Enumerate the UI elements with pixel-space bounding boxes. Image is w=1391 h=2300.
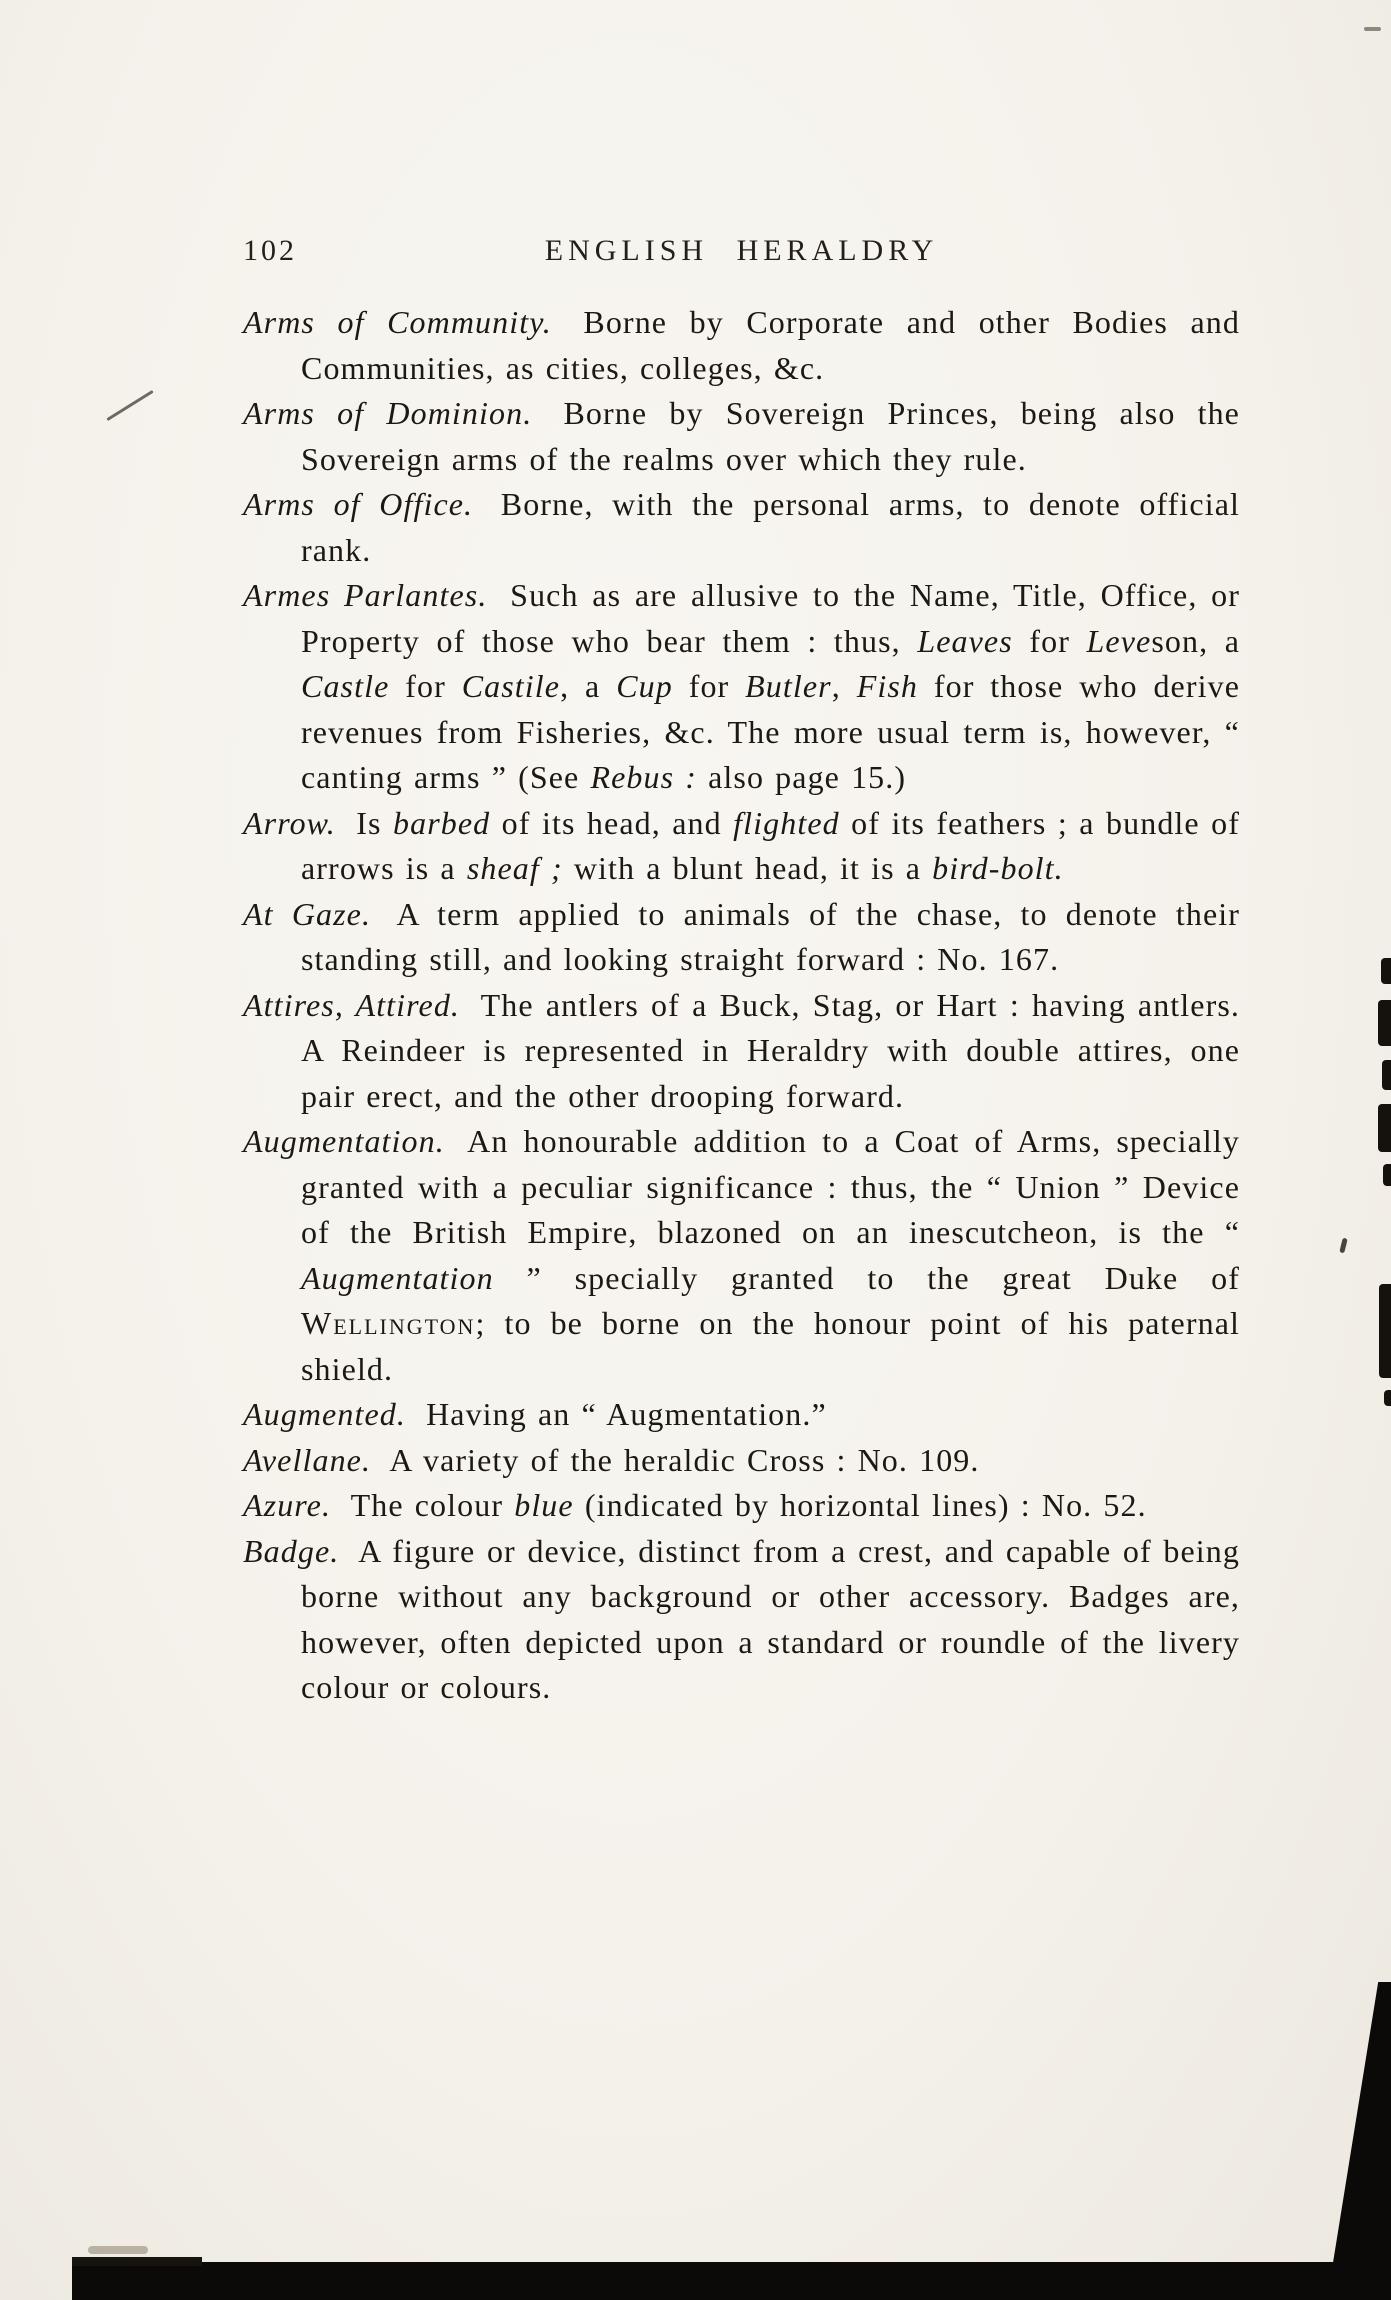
- entry-text: A variety of the heraldic Cross : No. 109.: [389, 1441, 980, 1478]
- entry-text: barbed: [393, 804, 491, 841]
- running-head: ENGLISH HERALDRY: [544, 234, 939, 267]
- entry-text: Rebus :: [590, 759, 698, 795]
- entry-text: ; to be borne on the honour point of his paternal shield.: [301, 1305, 1240, 1387]
- entry-term: Augmented.: [243, 1396, 406, 1432]
- entry-text: , a: [560, 668, 617, 704]
- entry-text: Cup: [616, 668, 673, 704]
- entry-term: Arms of Dominion.: [243, 395, 533, 431]
- entry-text: also page 15.): [697, 759, 907, 795]
- entry-text: flighted: [733, 804, 840, 841]
- entry-attires-attired: [243, 983, 1240, 1120]
- entry-text: of its feathers ; a bundle of arrows is a: [301, 804, 1240, 886]
- entry-text: A figure or device, distinct from a crest, and capable of being borne without any background or other accessory. Badges are, however, often depicted upon a standard or roundle of the livery colour or colours.: [301, 1532, 1240, 1705]
- page-number: 102: [243, 234, 297, 267]
- entry-text: bird-bolt.: [932, 850, 1064, 886]
- scan-artifact-edge-tick: [1378, 1104, 1391, 1152]
- entry-text: The colour: [350, 1487, 515, 1523]
- entry-arms-of-office: [243, 482, 1240, 573]
- entry-text: Such as are allusive to the Name, Title, Office, or Property of those who bear them : thus,: [301, 577, 1241, 659]
- scan-artifact-smudge: [88, 2246, 148, 2254]
- entry-term: Avellane.: [243, 1441, 372, 1478]
- entry-text: blue: [514, 1487, 574, 1523]
- entry-text: for: [672, 668, 746, 704]
- entry-text: Leve: [1086, 622, 1152, 659]
- scan-artifact-edge-tick: [1383, 1164, 1391, 1186]
- entry-azure: [243, 1483, 1240, 1529]
- entry-text: Castle: [301, 668, 390, 704]
- entry-arrow: [243, 801, 1240, 892]
- entry-arms-of-dominion: [243, 391, 1240, 482]
- scan-artifact-stray-mark: [1339, 1238, 1347, 1254]
- entry-text: son, a: [1151, 622, 1241, 659]
- pencil-slash-marginalia: [106, 390, 153, 421]
- glossary-entries: [243, 300, 1240, 1711]
- entry-term: Arms of Community.: [243, 304, 552, 340]
- entry-text: for: [389, 668, 462, 704]
- scan-artifact-bottom-bar: [72, 2262, 1391, 2300]
- entry-augmented: [243, 1392, 1240, 1438]
- entry-text: A term applied to animals of the chase, to denote their standing still, and looking straight forward : No. 167.: [301, 895, 1241, 977]
- entry-text: Wellington: [301, 1305, 476, 1341]
- entry-augmentation: [243, 1119, 1240, 1392]
- entry-text: Borne by Corporate and other Bodies and Communities, as cities, colleges, &c.: [301, 304, 1240, 386]
- entry-text: (indicated by horizontal lines) : No. 52.: [573, 1487, 1147, 1523]
- entry-text: Butler: [745, 668, 832, 704]
- entry-arms-of-community: [243, 300, 1240, 391]
- entry-armes-parlantes: [243, 573, 1240, 801]
- scan-artifact-edge-tick: [1379, 1284, 1391, 1378]
- entry-badge: [243, 1529, 1240, 1711]
- entry-at-gaze: [243, 892, 1240, 983]
- entry-text: for those who derive revenues from Fisheries, &c. The more usual term is, however, “ canting arms ” (See: [301, 668, 1241, 795]
- scan-artifact-edge-tick: [1381, 958, 1391, 984]
- entry-text: with a blunt head, it is a: [562, 850, 933, 886]
- entry-term: Augmentation.: [243, 1123, 445, 1159]
- scan-artifact-edge-tick: [1384, 1390, 1391, 1406]
- entry-text: Leaves: [917, 622, 1013, 659]
- entry-text: An honourable addition to a Coat of Arms, specially granted with a peculiar significance : thus, the “ Union ” Device of the British Empire, blazoned on an inescutcheon, is the “: [301, 1123, 1240, 1250]
- entry-text: ” specially granted to the great Duke of: [493, 1259, 1240, 1296]
- entry-term: Attires, Attired.: [243, 986, 461, 1023]
- entry-text: Borne by Sovereign Princes, being also the Sovereign arms of the realms over which they rule.: [301, 395, 1240, 477]
- entry-text: for: [1012, 622, 1087, 659]
- entry-text: Having an “ Augmentation.”: [426, 1396, 827, 1432]
- scan-artifact-bottom-wedge: [1327, 1982, 1391, 2300]
- entry-term: Armes Parlantes.: [243, 577, 488, 613]
- entry-term: At Gaze.: [243, 895, 372, 932]
- entry-text: Fish: [856, 668, 918, 704]
- entry-term: Arms of Office.: [243, 486, 474, 522]
- entry-text: Augmentation: [301, 1259, 494, 1296]
- scan-artifact-edge-tick: [1378, 1000, 1391, 1046]
- entry-text: The antlers of a Buck, Stag, or Hart : having antlers. A Reindeer is represented in Heraldry with double attires, one pair erect, and the other drooping forward.: [301, 986, 1240, 1114]
- entry-avellane: [243, 1438, 1240, 1484]
- entry-text: Is: [356, 804, 393, 841]
- scan-artifact-edge-tick: [1382, 1060, 1391, 1090]
- scan-artifact-bottom-bar-notch: [72, 2257, 202, 2266]
- entry-term: Arrow.: [243, 804, 336, 841]
- entry-text: of its head, and: [490, 804, 734, 841]
- entry-term: Azure.: [243, 1487, 332, 1523]
- scan-artifact-top-dash: [1364, 27, 1381, 31]
- entry-text: Borne, with the personal arms, to denote official rank.: [301, 486, 1240, 568]
- entry-text: Castile: [461, 668, 561, 704]
- entry-text: sheaf ;: [466, 850, 563, 886]
- entry-text: ,: [831, 668, 857, 704]
- entry-term: Badge.: [243, 1532, 340, 1569]
